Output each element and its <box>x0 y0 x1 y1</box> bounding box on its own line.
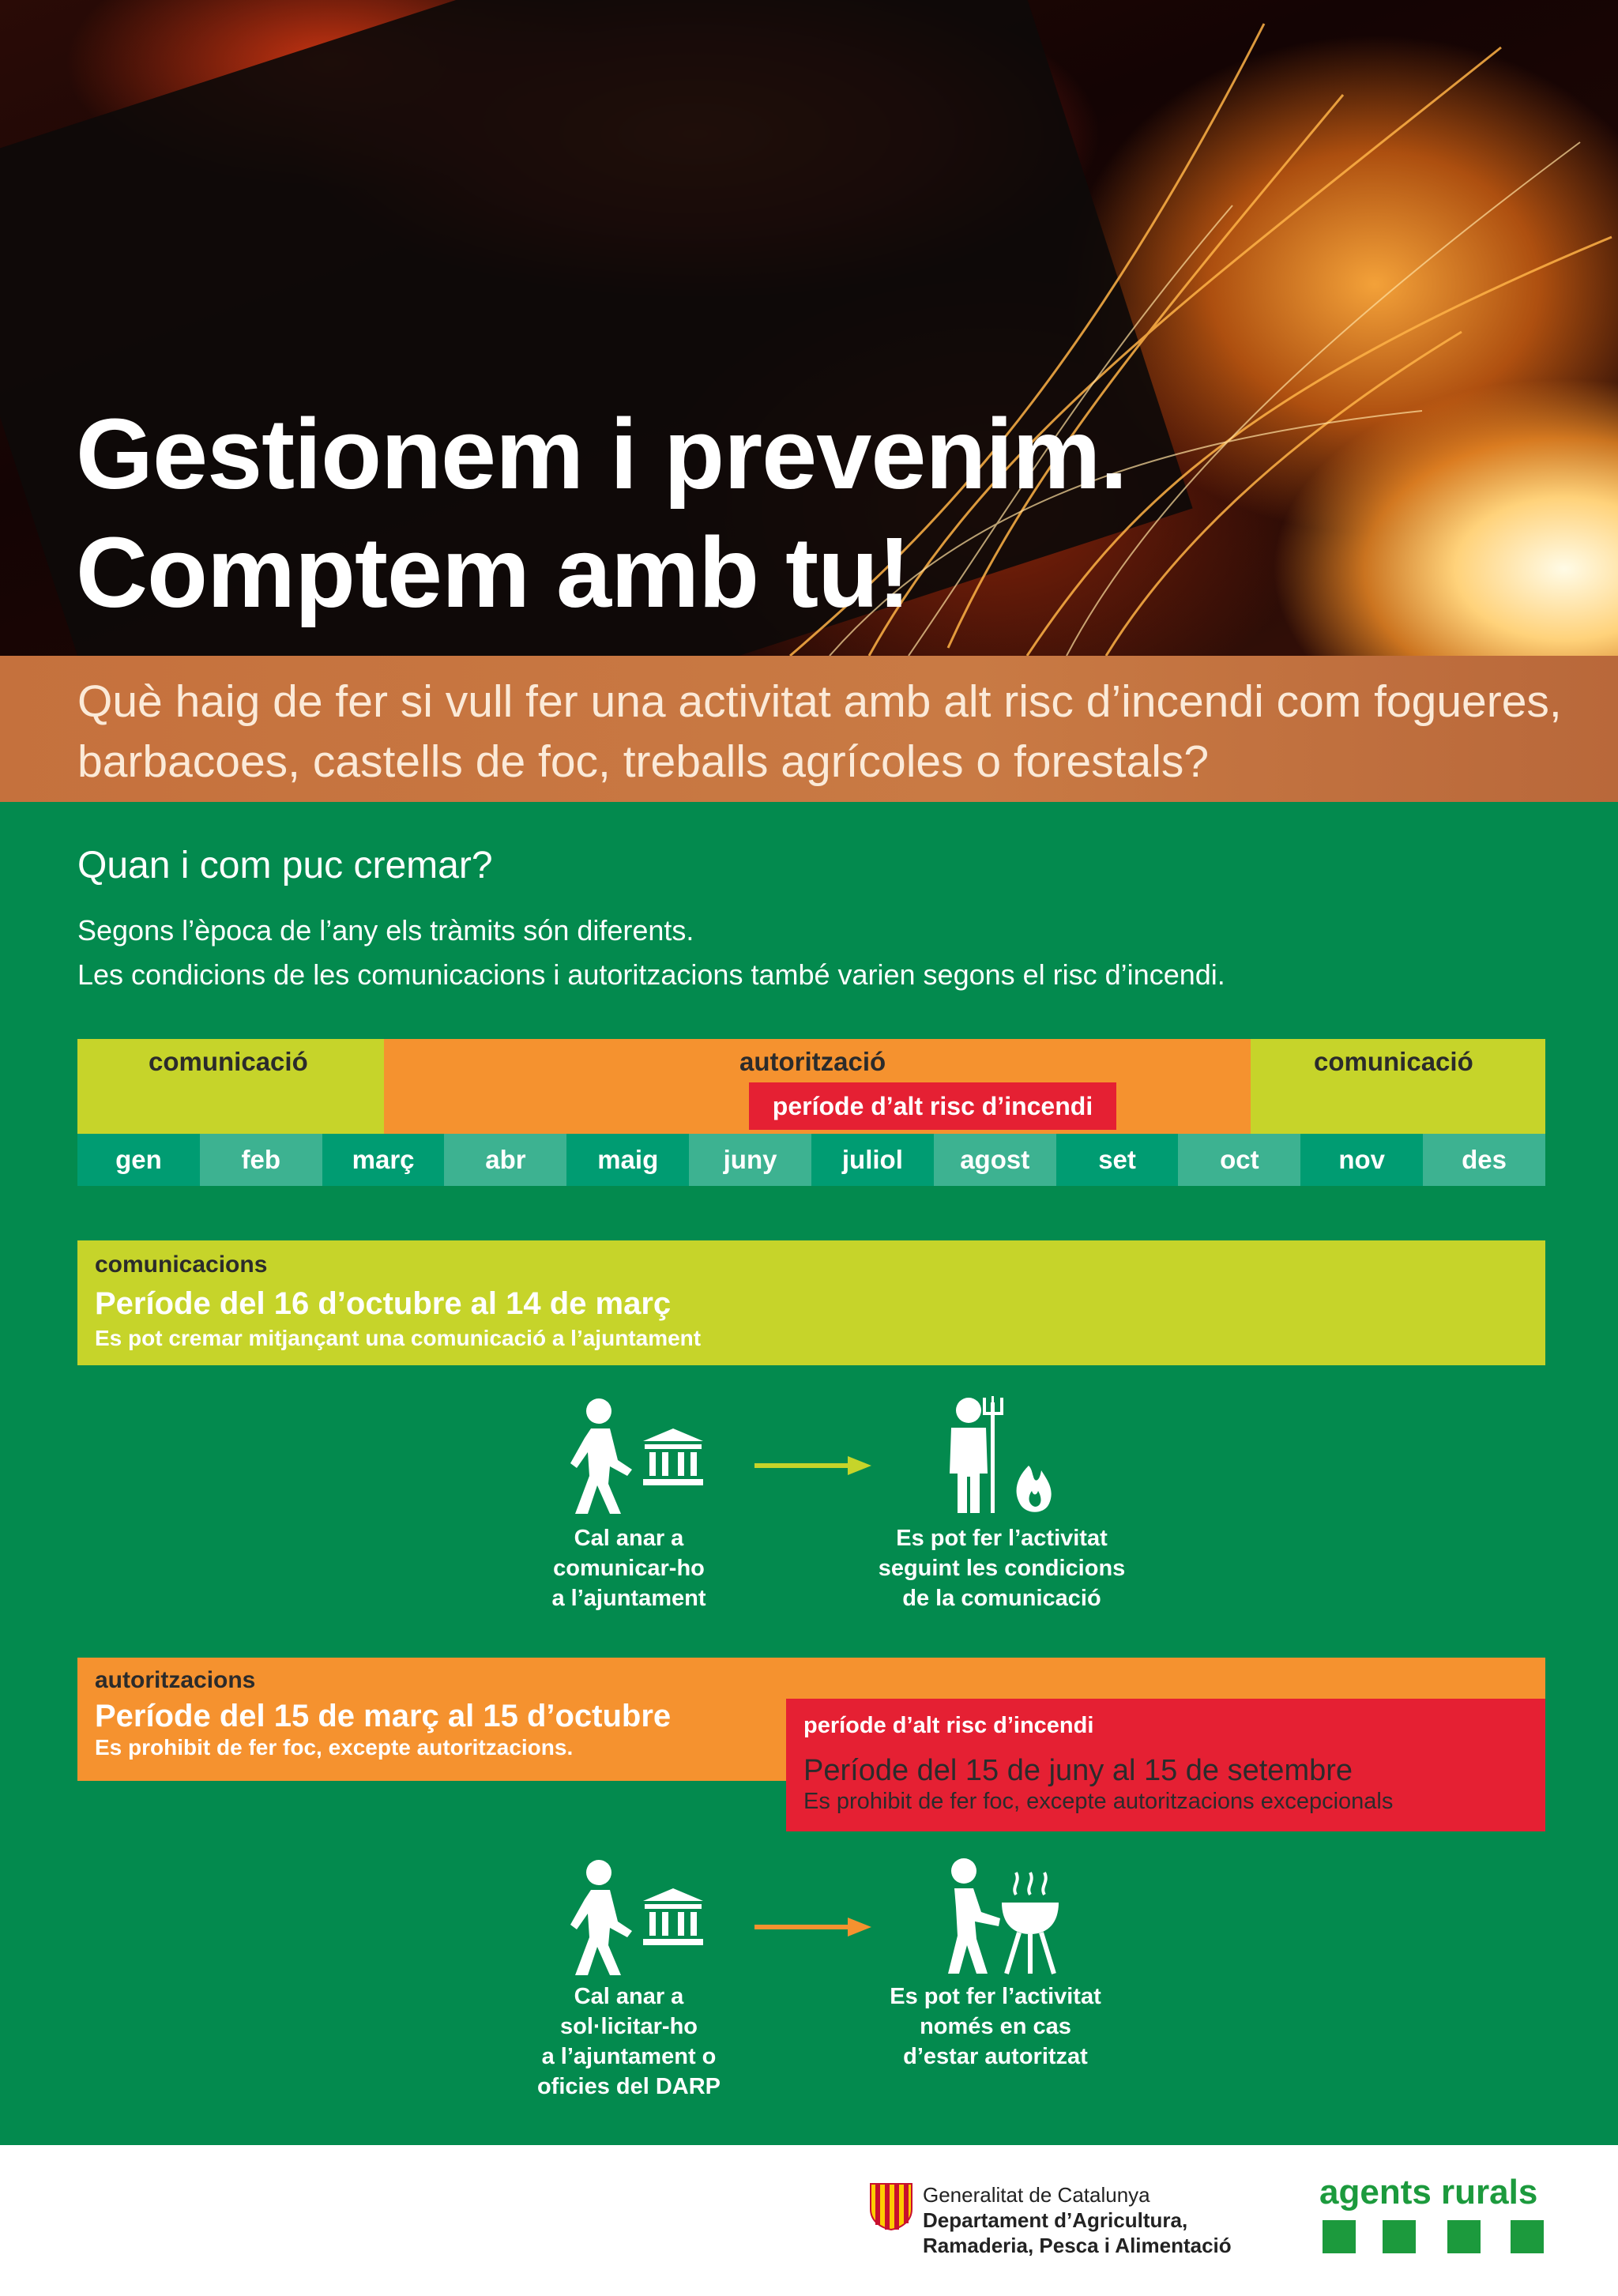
month-cell: abr <box>444 1134 566 1186</box>
autoritzacions-step-2-caption <box>845 1982 1146 2072</box>
arrow-right-icon <box>754 1454 873 1477</box>
caption-line: a l’ajuntament o <box>541 2044 717 2069</box>
gen-line-2: Departament d’Agricultura, <box>923 2208 1188 2232</box>
month-cell: set <box>1056 1134 1179 1186</box>
comunicacions-tag: comunicacions <box>95 1252 268 1278</box>
caption-line: comunicar-ho <box>553 1556 705 1581</box>
caption-line: d’estar autoritzat <box>903 2044 1088 2069</box>
comunicacions-period: Període del 16 d’octubre al 14 de març <box>95 1286 672 1321</box>
agents-rurals-logo: agents rurals <box>1319 2173 1538 2211</box>
person-barbecue-icon <box>934 1857 1068 1975</box>
logo-square <box>1511 2220 1544 2253</box>
caption-line: seguint les condicions <box>878 1556 1126 1581</box>
alt-risc-box <box>786 1699 1545 1831</box>
alt-risc-period: Període del 15 de juny al 15 de setembre <box>803 1754 1353 1787</box>
caption-line: Cal anar a <box>574 1526 684 1551</box>
caption-line: Cal anar a <box>574 1984 684 2009</box>
farmer-with-fire-icon <box>940 1395 1059 1521</box>
intro-line-1: Segons l’època de l’any els tràmits són diferents. <box>77 914 694 947</box>
headline <box>76 395 1127 632</box>
period-label: autorització <box>739 1047 886 1076</box>
month-cell: des <box>1423 1134 1545 1186</box>
logo-square <box>1323 2220 1356 2253</box>
footer <box>0 2145 1618 2296</box>
caption-line: oficies del DARP <box>536 2074 721 2099</box>
caption-line: només en cas <box>920 2014 1071 2039</box>
comunicacions-step-2-caption <box>852 1523 1152 1613</box>
months-row <box>77 1134 1545 1186</box>
question-band <box>0 656 1618 802</box>
month-cell: maig <box>566 1134 689 1186</box>
period-label: comunicació <box>149 1047 308 1076</box>
comunicacions-note: Es pot cremar mitjançant una comunicació a l’ajuntament <box>95 1326 702 1350</box>
autoritzacions-note: Es prohibit de fer foc, excepte autoritzacions. <box>95 1735 574 1760</box>
comunicacions-step-1-caption <box>479 1523 779 1613</box>
month-cell: feb <box>200 1134 322 1186</box>
alt-risc-tag: període d’alt risc d’incendi <box>803 1713 1094 1738</box>
caption-line: Es pot fer l’activitat <box>890 1984 1101 2009</box>
month-cell: juliol <box>811 1134 934 1186</box>
gen-line-1: Generalitat de Catalunya <box>923 2183 1150 2207</box>
generalitat-logo-icon <box>869 2182 913 2231</box>
calendar-risk-tag: període d’alt risc d’incendi <box>749 1082 1116 1130</box>
month-cell: nov <box>1300 1134 1423 1186</box>
hero-fire-image <box>0 0 1618 656</box>
question-text: Què haig de fer si vull fer una activitat amb alt risc d’incendi com fogueres, barbacoes, castells de foc, treballs agrícoles o forestals? <box>77 676 1562 787</box>
month-cell: gen <box>77 1134 200 1186</box>
town-hall-icon <box>642 1887 705 1947</box>
alt-risc-note: Es prohibit de fer foc, excepte autoritzacions excepcionals <box>803 1789 1394 1814</box>
logo-square <box>1383 2220 1416 2253</box>
town-hall-icon <box>642 1427 705 1487</box>
caption-line: de la comunicació <box>902 1586 1101 1611</box>
autoritzacions-tag: autoritzacions <box>95 1667 256 1693</box>
month-cell: oct <box>1178 1134 1300 1186</box>
month-cell: març <box>322 1134 445 1186</box>
generalitat-text <box>923 2182 1232 2258</box>
headline-line-1: Gestionem i prevenim. <box>76 398 1127 510</box>
caption-line: sol·licitar-ho <box>559 2014 698 2039</box>
caption-line: a l’ajuntament <box>551 1586 706 1611</box>
intro-line-2: Les condicions de les comunicacions i autoritzacions també varien segons el risc d’incendi. <box>77 958 1225 991</box>
section-intro <box>77 909 1225 997</box>
month-cell: juny <box>689 1134 811 1186</box>
month-cell: agost <box>934 1134 1056 1186</box>
gen-line-3: Ramaderia, Pesca i Alimentació <box>923 2234 1232 2257</box>
logo-square <box>1447 2220 1481 2253</box>
comunicacions-bar <box>77 1240 1545 1365</box>
headline-line-2: Comptem amb tu! <box>76 517 910 628</box>
period-label: comunicació <box>1314 1047 1473 1076</box>
section-title: Quan i com puc cremar? <box>77 845 493 886</box>
caption-line: Es pot fer l’activitat <box>896 1526 1108 1551</box>
autoritzacions-period: Període del 15 de març al 15 d’octubre <box>95 1699 672 1733</box>
autoritzacions-step-1-caption <box>479 1982 779 2102</box>
calendar-period-comunicacio-start <box>77 1039 384 1134</box>
arrow-right-icon <box>754 1915 873 1939</box>
calendar-period-comunicacio-end <box>1251 1039 1545 1134</box>
